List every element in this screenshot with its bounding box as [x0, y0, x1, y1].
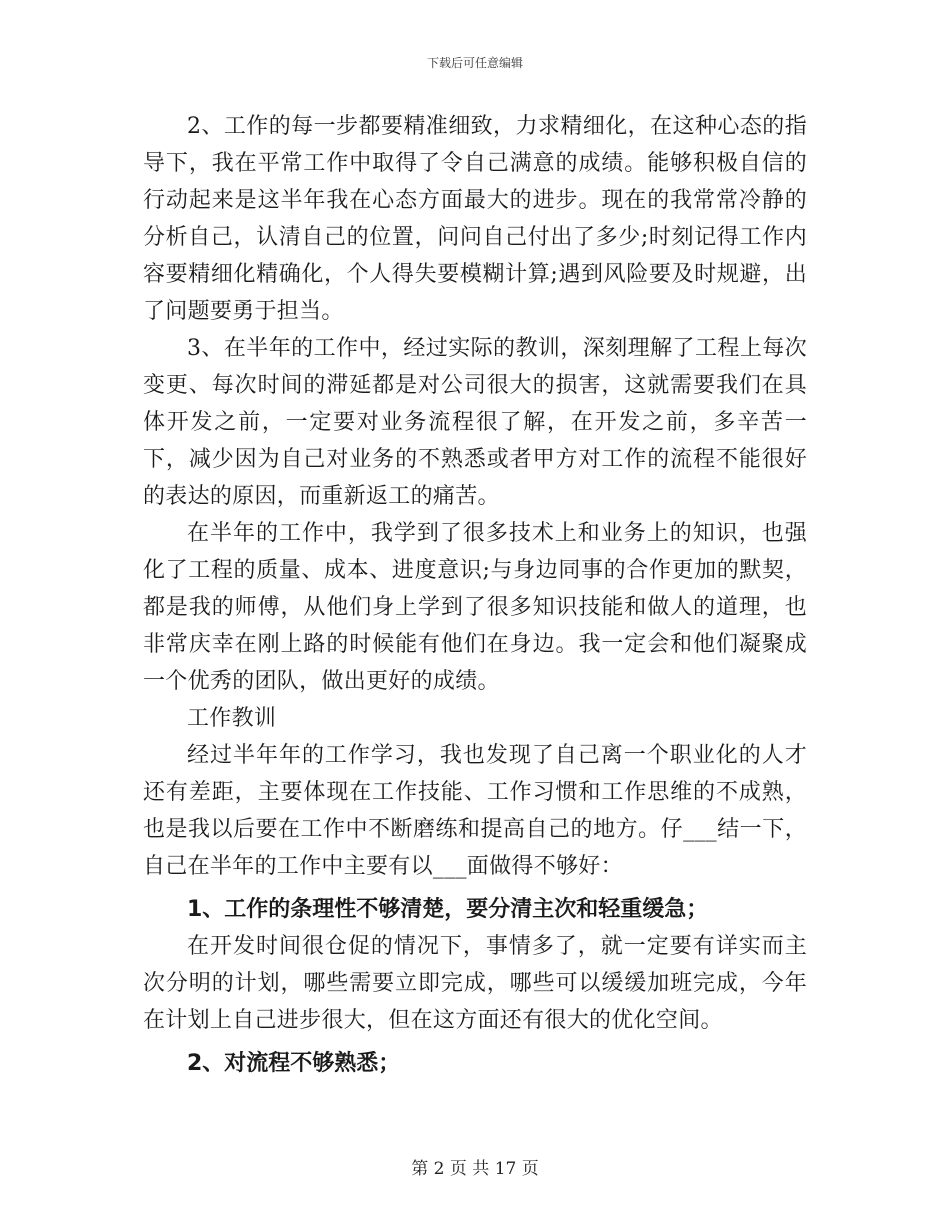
page-number: 第 2 页 共 17 页 — [411, 1159, 539, 1179]
paragraph-lessons-intro: 经过半年年的工作学习，我也发现了自己离一个职业化的人才还有差距，主要体现在工作技能、工作习惯和工作思维的不成熟，也是我以后要在工作中不断磨练和提高自己的地方。仔___结一下，自己在半年的工作中主要有以___面做得不够好： — [143, 743, 807, 879]
paragraph-lesson-1: 在开发时间很仓促的情况下，事情多了，就一定要有详实而主次分明的计划，哪些需要立即完成，哪些可以缓缓加班完成，今年在计划上自己进步很大，但在这方面还有很大的优化空间。 — [143, 934, 807, 1033]
paragraph-item-2: 2、工作的每一步都要精准细致，力求精细化，在这种心态的指导下，我在平常工作中取得了令自己满意的成绩。能够积极自信的行动起来是这半年我在心态方面最大的进步。现在的我常常冷静的分析自己，认清自己的位置，问问自己付出了多少;时刻记得工作内容要精细化精确化，个人得失要模糊计算;遇到风险要及时规避，出了问题要勇于担当。 — [143, 114, 807, 324]
lesson-heading-1: 1、工作的条理性不够清楚，要分清主次和轻重缓急； — [187, 897, 709, 922]
document-body — [143, 108, 807, 1082]
lesson-heading-2: 2、对流程不够熟悉； — [187, 1051, 401, 1076]
paragraph-item-3: 3、在半年的工作中，经过实际的教训，深刻理解了工程上每次变更、每次时间的滞延都是对公司很大的损害，这就需要我们在具体开发之前，一定要对业务流程很了解，在开发之前，多辛苦一下，减少因为自己对业务的不熟悉或者甲方对工作的流程不能很好的表达的原因，而重新返工的痛苦。 — [143, 336, 807, 509]
paragraph-summary: 在半年的工作中，我学到了很多技术上和业务上的知识，也强化了工程的质量、成本、进度意识;与身边同事的合作更加的默契，都是我的师傅，从他们身上学到了很多知识技能和做人的道理，也非常庆幸在刚上路的时候能有他们在身边。我一定会和他们凝聚成一个优秀的团队，做出更好的成绩。 — [143, 521, 807, 694]
section-title: 工作教训 — [187, 706, 277, 731]
page-header: 下载后可任意编辑 — [426, 56, 523, 70]
